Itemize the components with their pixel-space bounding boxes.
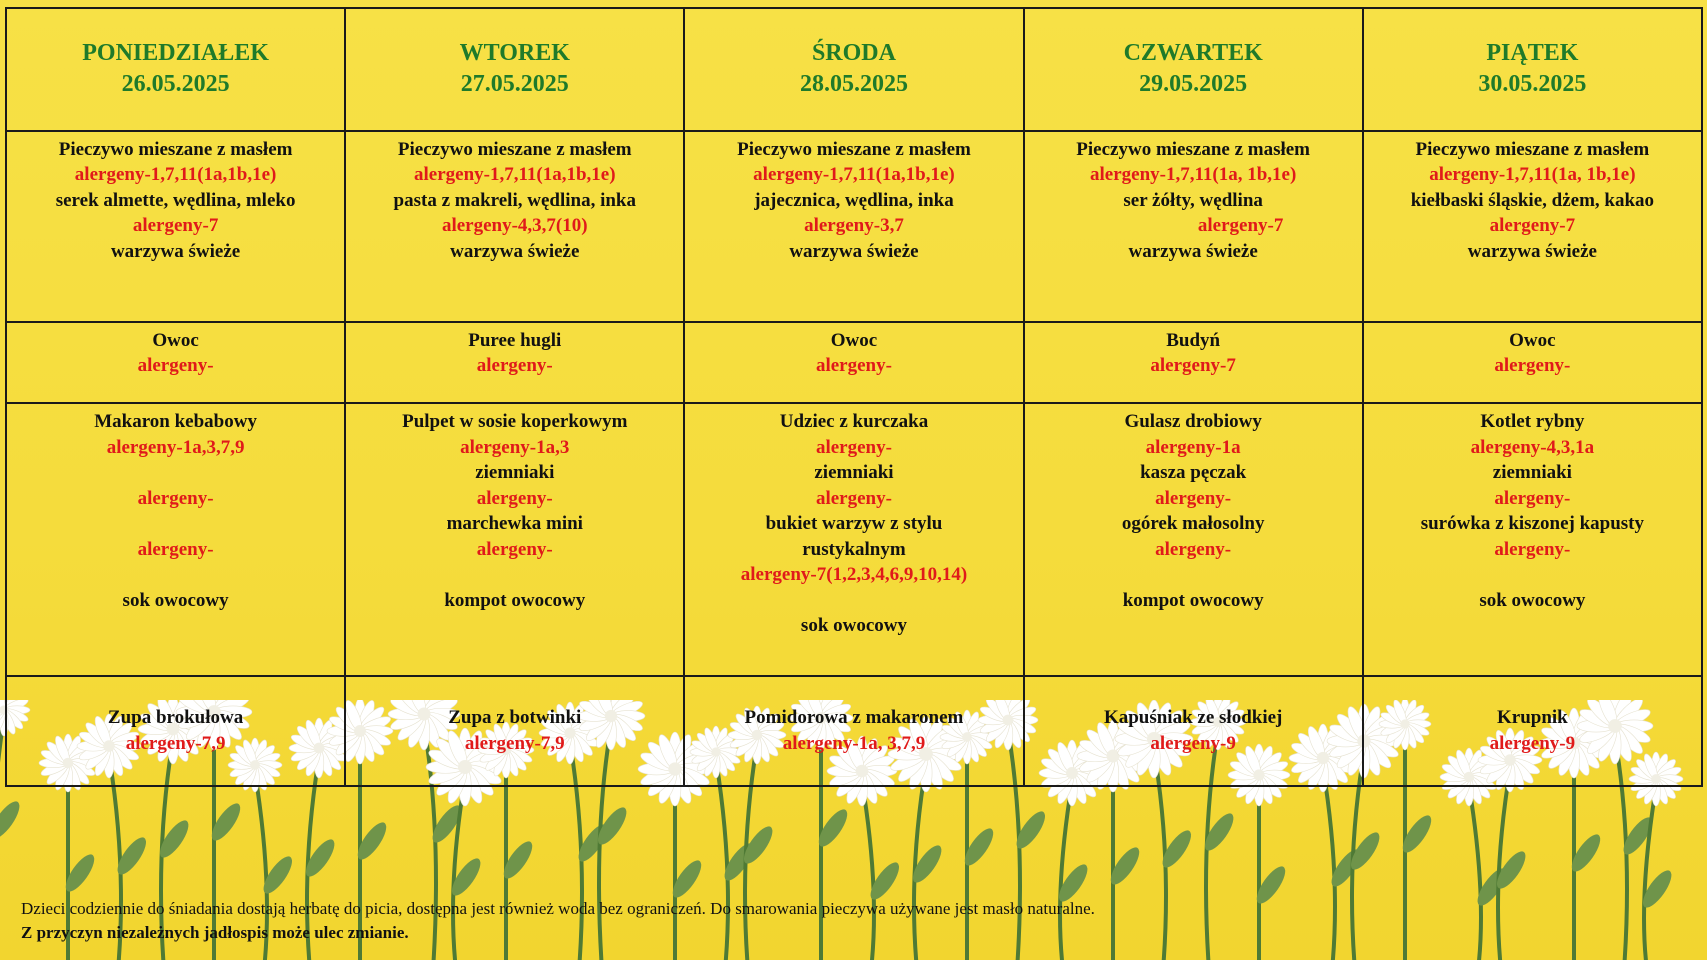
dish-name: kompot owocowy — [444, 589, 586, 611]
snack-cell — [345, 322, 684, 403]
dish-name: Udziec z kurczaka — [779, 411, 929, 432]
dish-name: Gulasz drobiowy — [1124, 411, 1262, 432]
dish-name: jajecznica, wędlina, inka — [754, 189, 954, 211]
dish-name: rustykalnym — [802, 538, 906, 560]
day-header-wednesday — [684, 8, 1023, 131]
footer-notes — [21, 897, 1095, 945]
allergen-info: alergeny- — [815, 355, 892, 377]
allergen-info: alergeny- — [815, 487, 892, 509]
snack-cell — [1363, 322, 1702, 403]
dish-name: ogórek małosolny — [1121, 513, 1265, 534]
dish-name: warzywa świeże — [789, 240, 919, 262]
allergen-info: alergeny-9 — [1150, 732, 1236, 754]
snack-cell — [6, 322, 345, 403]
allergen-info: alergeny-1,7,11(1a, 1b,1e) — [1429, 164, 1636, 186]
allergen-info: alergeny-7 — [132, 215, 219, 237]
dish-name: marchewka mini — [446, 513, 583, 534]
dish-name: Krupnik — [1496, 707, 1568, 729]
allergen-info: alergeny- — [1155, 538, 1232, 560]
dish-name: warzywa świeże — [110, 240, 241, 262]
allergen-info: alergeny-3,7 — [804, 215, 904, 237]
day-name: PONIEDZIAŁEK — [82, 40, 269, 67]
allergen-info: alergeny-1a,3 — [460, 436, 570, 458]
spacer-line — [685, 588, 1022, 614]
soup-row — [6, 676, 1702, 786]
dish-name: serek almette, wędlina, mleko — [55, 189, 296, 211]
allergen-info: alergeny-1a — [1145, 436, 1241, 458]
spacer-line — [7, 460, 344, 486]
dish-name: Puree hugli — [468, 329, 562, 351]
day-header-monday — [6, 8, 345, 131]
allergen-info: alergeny-1,7,11(1a, 1b,1e) — [1089, 164, 1297, 186]
dish-name: Zupa z botwinki — [448, 707, 582, 729]
dish-name: Owoc — [1509, 329, 1556, 351]
dish-name: ziemniaki — [814, 462, 894, 483]
dish-name: warzywa świeże — [1467, 240, 1597, 262]
day-header-friday — [1363, 8, 1702, 131]
allergen-info: alergeny-1,7,11(1a,1b,1e) — [413, 164, 616, 186]
dish-name: Zupa brokułowa — [107, 707, 244, 729]
soup-cell — [6, 676, 345, 786]
breakfast-cell — [1363, 131, 1702, 322]
spacer-line — [346, 562, 683, 588]
breakfast-cell — [345, 131, 684, 322]
allergen-info: alergeny- — [1155, 487, 1232, 509]
footer-note: Dzieci codziennie do śniadania dostają herbatę do picia, dostępna jest również woda bez ograniczeń. Do smarowania pieczywa używane jest masło naturalne. — [21, 899, 1095, 918]
breakfast-cell — [1024, 131, 1363, 322]
breakfast-cell — [6, 131, 345, 322]
allergen-info: alergeny-7 — [1197, 215, 1284, 237]
dish-name: warzywa świeże — [450, 240, 580, 262]
allergen-info: alergeny-7(1,2,3,4,6,9,10,14) — [740, 564, 968, 585]
dish-name: Makaron kebabowy — [94, 411, 257, 432]
dish-name: Pieczywo mieszane z masłem — [1415, 138, 1650, 160]
dish-name: Pulpet w sosie koperkowym — [402, 411, 628, 432]
dish-name: Pieczywo mieszane z masłem — [58, 138, 293, 160]
allergen-info: alergeny-9 — [1489, 732, 1576, 754]
allergen-info: alergeny- — [137, 487, 214, 509]
lunch-cell — [6, 403, 345, 676]
dish-name: warzywa świeże — [1128, 240, 1258, 262]
spacer-line — [7, 562, 344, 588]
day-name: PIĄTEK — [1486, 40, 1579, 67]
dish-name: ziemniaki — [475, 462, 555, 483]
weekly-menu-table — [5, 7, 1703, 787]
allergen-info: alergeny- — [1494, 487, 1571, 509]
dish-name: Kotlet rybny — [1480, 411, 1585, 432]
allergen-info: alergeny-4,3,1a — [1470, 436, 1595, 458]
spacer-line — [7, 511, 344, 537]
dish-name: sok owocowy — [800, 615, 908, 636]
dish-name: Pomidorowa z makaronem — [744, 707, 964, 729]
dish-name: Pieczywo mieszane z masłem — [737, 138, 971, 160]
day-date: 29.05.2025 — [1139, 71, 1248, 98]
dish-name: kompot owocowy — [1122, 589, 1264, 611]
dish-name: bukiet warzyw z stylu — [765, 513, 943, 534]
day-header-thursday — [1024, 8, 1363, 131]
day-name: CZWARTEK — [1123, 40, 1263, 67]
allergen-info: alergeny- — [137, 538, 214, 560]
dish-name: pasta z makreli, wędlina, inka — [393, 189, 637, 211]
dish-name: Owoc — [830, 329, 878, 351]
dish-name: surówka z kiszonej kapusty — [1420, 513, 1645, 534]
day-date: 27.05.2025 — [460, 71, 569, 98]
day-name: ŚRODA — [811, 40, 896, 67]
allergen-info: alergeny-1,7,11(1a,1b,1e) — [74, 164, 277, 186]
lunch-cell — [345, 403, 684, 676]
allergen-info: alergeny-1a, 3,7,9 — [782, 732, 926, 754]
spacer-line — [1025, 562, 1362, 588]
allergen-info: alergeny- — [476, 538, 553, 560]
day-date: 26.05.2025 — [121, 71, 230, 98]
allergen-info: alergeny-7,9 — [464, 732, 565, 754]
soup-cell — [1024, 676, 1363, 786]
dish-name: kasza pęczak — [1140, 462, 1247, 483]
dish-name: ziemniaki — [1492, 462, 1572, 483]
dish-name: sok owocowy — [1479, 589, 1586, 611]
breakfast-cell — [684, 131, 1023, 322]
lunch-row — [6, 403, 1702, 676]
soup-cell — [1363, 676, 1702, 786]
day-name: WTOREK — [459, 40, 570, 67]
dish-name: sok owocowy — [122, 589, 229, 611]
allergen-info: alergeny-1,7,11(1a,1b,1e) — [753, 164, 955, 186]
dish-name: kiełbaski śląskie, dżem, kakao — [1410, 189, 1655, 211]
dish-name: ser żółty, wędlina — [1123, 189, 1263, 211]
allergen-info: alergeny-4,3,7(10) — [441, 215, 588, 237]
day-date: 30.05.2025 — [1478, 71, 1587, 98]
day-header-tuesday — [345, 8, 684, 131]
day-date: 28.05.2025 — [799, 71, 908, 98]
dish-name: Pieczywo mieszane z masłem — [1076, 138, 1311, 160]
soup-cell — [345, 676, 684, 786]
lunch-cell — [684, 403, 1023, 676]
day-header-row — [6, 8, 1702, 131]
allergen-info: alergeny- — [1494, 538, 1571, 560]
allergen-info: alergeny- — [815, 436, 892, 458]
allergen-info: alergeny-1a,3,7,9 — [106, 436, 245, 458]
dish-name: Budyń — [1166, 329, 1221, 351]
lunch-cell — [1024, 403, 1363, 676]
allergen-info: alergeny-7 — [1489, 215, 1576, 237]
footer-disclaimer: Z przyczyn niezależnych jadłospis może ulec zmianie. — [21, 923, 409, 942]
dish-name: Owoc — [152, 329, 199, 351]
snack-cell — [684, 322, 1023, 403]
snack-row — [6, 322, 1702, 403]
allergen-info: alergeny-7,9 — [125, 732, 226, 754]
spacer-line — [1364, 562, 1701, 588]
snack-cell — [1024, 322, 1363, 403]
allergen-info: alergeny-7 — [1150, 355, 1236, 377]
dish-name: Kapuśniak ze słodkiej — [1103, 707, 1283, 729]
breakfast-row — [6, 131, 1702, 322]
soup-cell — [684, 676, 1023, 786]
allergen-info: alergeny- — [137, 355, 214, 377]
lunch-cell — [1363, 403, 1702, 676]
allergen-info: alergeny- — [476, 487, 553, 509]
dish-name: Pieczywo mieszane z masłem — [397, 138, 632, 160]
allergen-info: alergeny- — [1494, 355, 1571, 377]
allergen-info: alergeny- — [476, 355, 553, 377]
